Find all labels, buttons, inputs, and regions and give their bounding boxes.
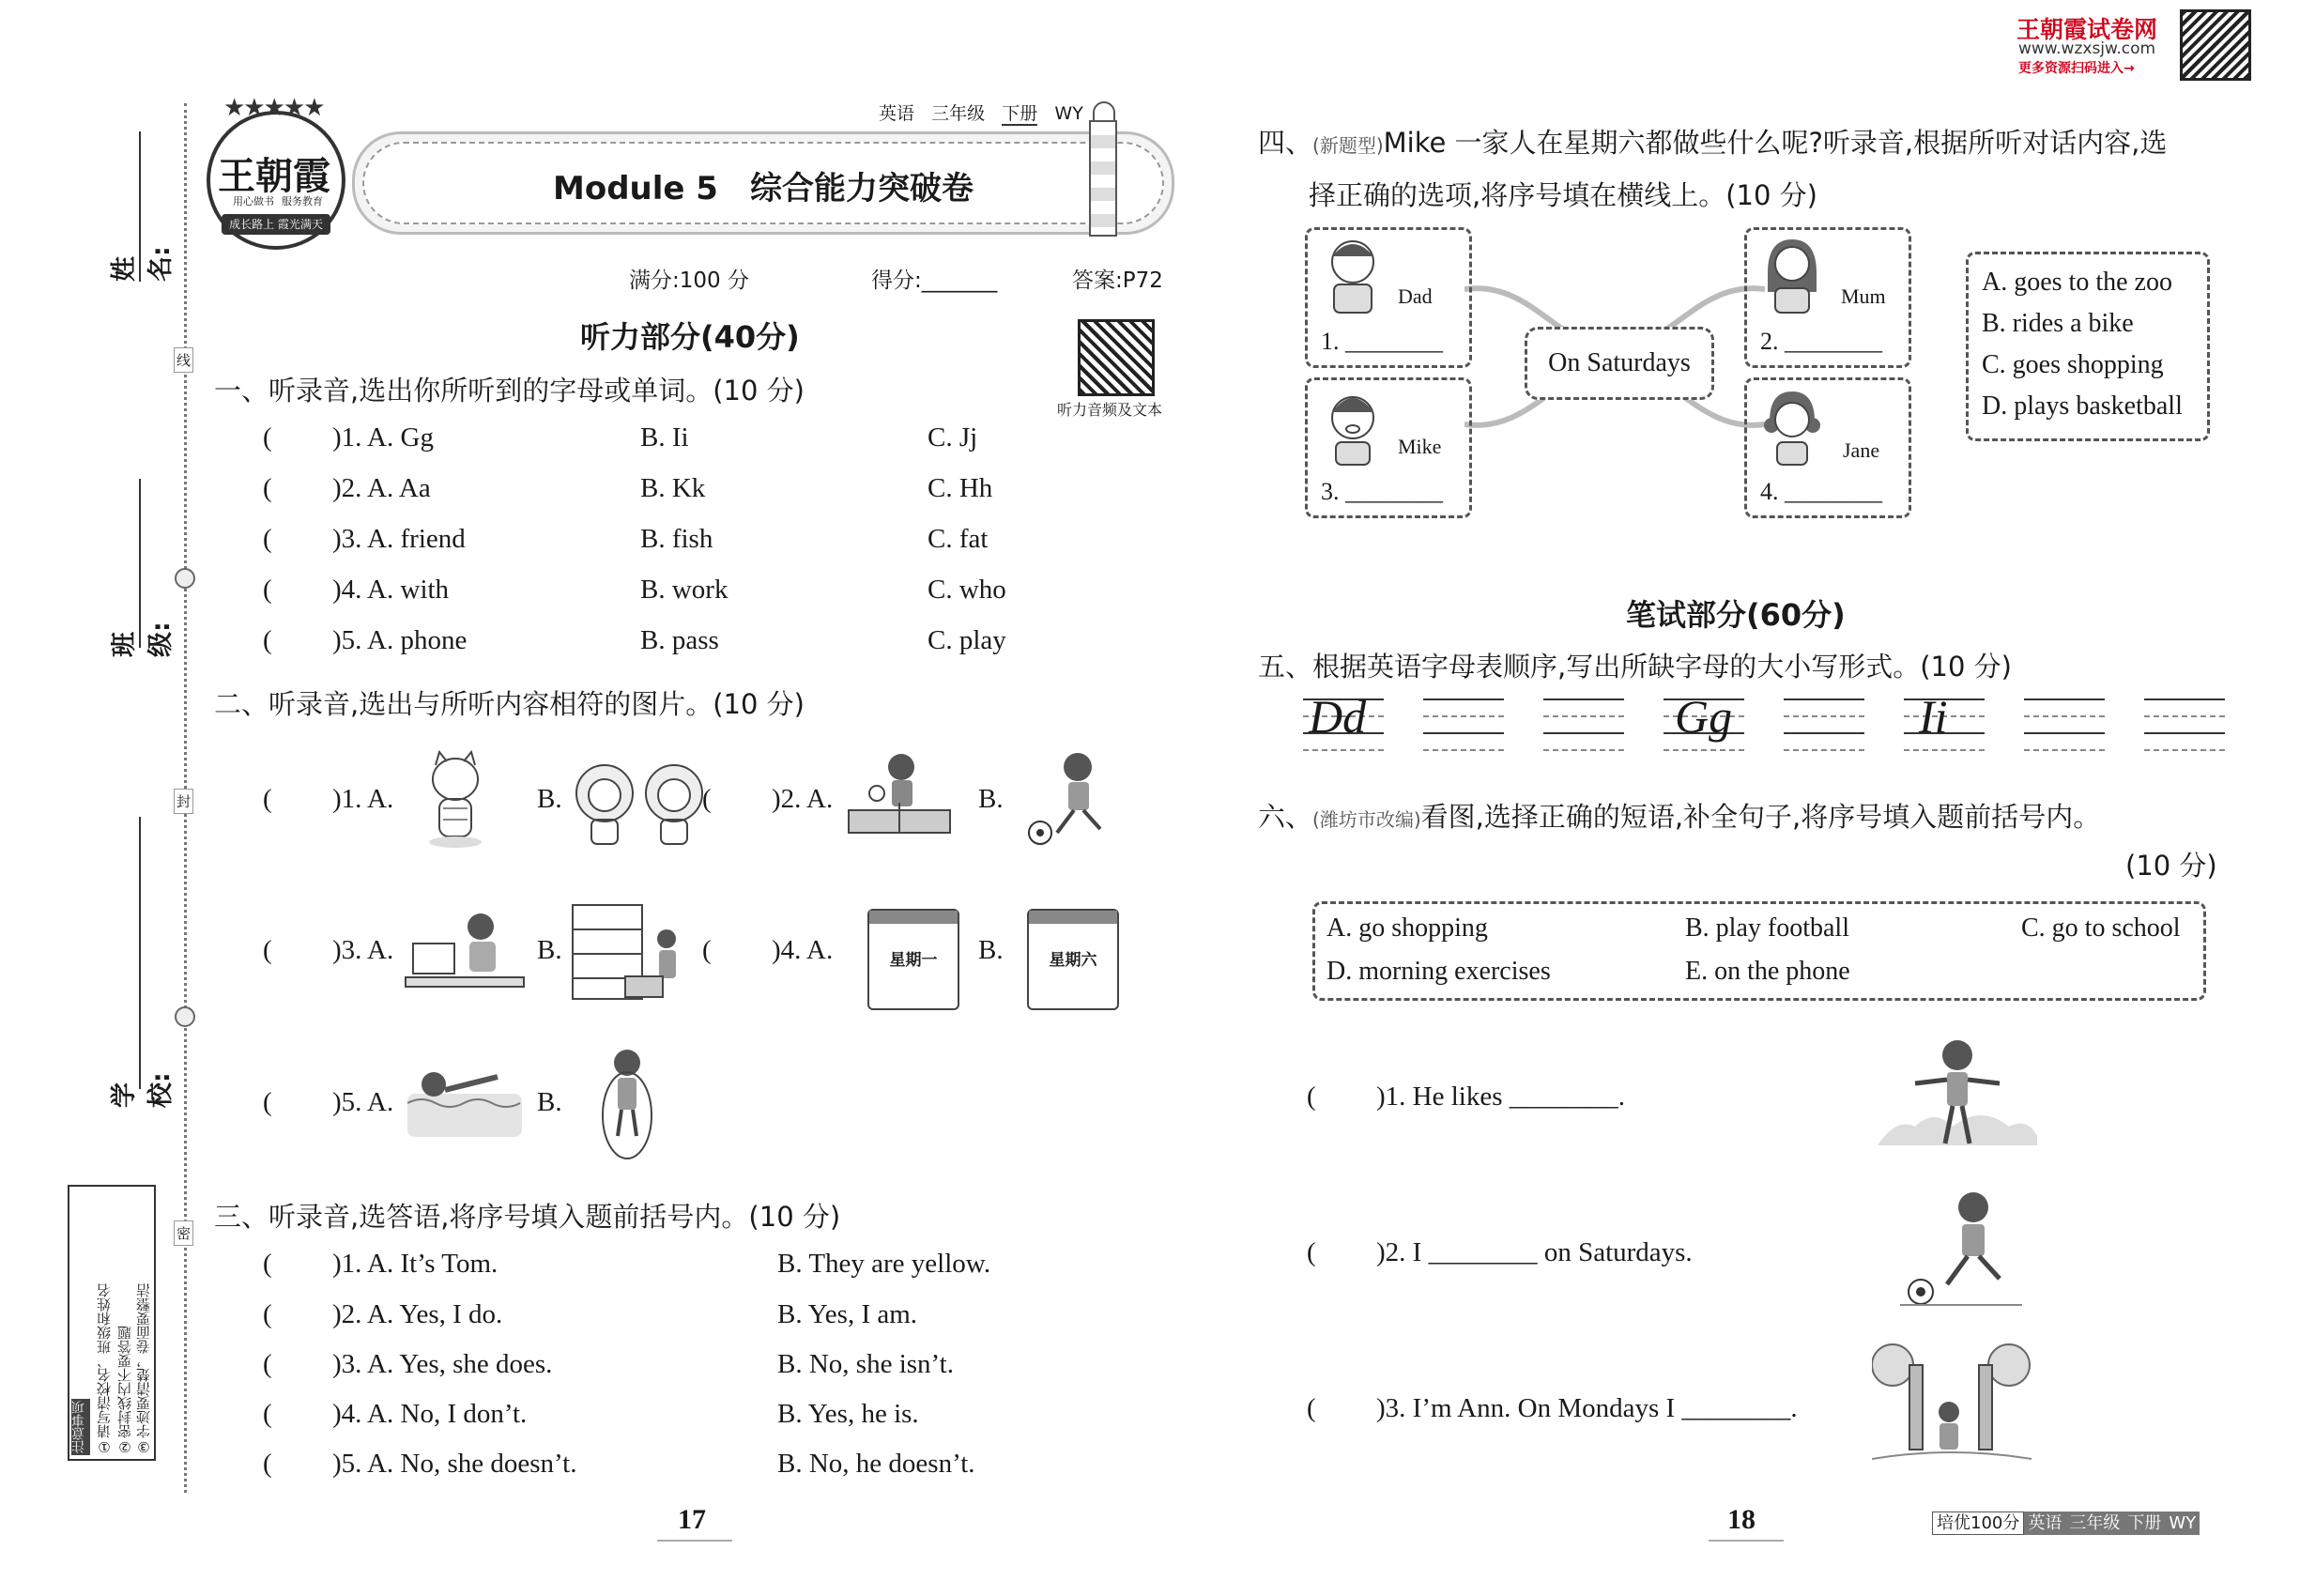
answer-paren[interactable]: ( — [1307, 1082, 1316, 1112]
q6-option-c: C. go to school — [2021, 913, 2181, 943]
q4-card-mum — [1744, 227, 1911, 368]
answer-ref: 答案:P72 — [1072, 269, 1163, 293]
dad-blank[interactable]: 1. ________ — [1321, 328, 1443, 355]
q3-title: 三、听录音,选答语,将序号填入题前括号内。(10 分) — [214, 1201, 841, 1233]
q3-item-3: )3. A. Yes, she does. — [332, 1349, 553, 1379]
header-meta — [879, 100, 1083, 125]
note-3: ③字迹要清楚，卷面要整洁 — [135, 1283, 152, 1455]
logo-sub1: 用心做书 — [233, 195, 274, 207]
shopping-picture[interactable] — [569, 901, 685, 1005]
lions-picture[interactable] — [569, 756, 710, 850]
q2-item-label: )2. A. — [772, 784, 834, 814]
page-number-right: 18 — [1727, 1504, 1756, 1535]
q6-row — [1307, 1393, 1798, 1431]
q4-title-line1: Mike 一家人在星期六都做些什么呢?听录音,根据所听对话内容,选 — [1383, 127, 2168, 159]
answer-paren[interactable]: ( — [263, 625, 272, 655]
q3-row — [263, 1399, 919, 1436]
q3-row — [263, 1249, 991, 1286]
q3-row — [263, 1349, 954, 1387]
football-picture[interactable] — [1020, 746, 1123, 850]
q3-option-b: B. Yes, he is. — [777, 1399, 919, 1429]
answer-paren[interactable]: ( — [263, 1087, 272, 1117]
note-1: ①请写清校名、班级和姓名 — [96, 1283, 113, 1455]
binding-ornament — [175, 568, 195, 589]
writing-line-blank[interactable] — [1784, 698, 1864, 751]
footer-tag — [1932, 1510, 2200, 1534]
footer-grade: 三年级 — [2065, 1512, 2124, 1535]
writing-line-blank[interactable] — [2144, 698, 2225, 751]
binding-strip — [0, 0, 192, 1596]
q1-option-b: B. pass — [640, 625, 719, 655]
q2-option-b: B. — [978, 784, 1004, 814]
q3-row — [263, 1299, 918, 1337]
qr-code-icon — [1078, 319, 1155, 396]
calendar-monday-label: 星期一 — [889, 951, 938, 970]
answer-paren[interactable]: ( — [263, 1399, 272, 1429]
logo — [199, 94, 349, 244]
mum-avatar — [1762, 236, 1822, 315]
answer-paren[interactable]: ( — [263, 1349, 272, 1379]
q2-option-b: B. — [537, 784, 562, 814]
q3-option-b: B. No, he doesn’t. — [777, 1449, 975, 1479]
q3-option-b: B. No, she isn’t. — [777, 1349, 954, 1379]
logo-ribbon: 成长路上 霞光满天 — [222, 214, 330, 235]
q4-card-jane — [1744, 377, 1911, 518]
brand-qr-icon[interactable] — [2180, 9, 2251, 81]
q2-item-label: )3. A. — [332, 935, 394, 965]
q4-prefix: 四、 — [1258, 127, 1313, 159]
score-field[interactable]: 得分:_______ — [871, 269, 998, 293]
dad-avatar — [1323, 236, 1383, 315]
mum-blank[interactable]: 2. ________ — [1760, 328, 1882, 355]
q1-item-4: )4. A. with — [332, 575, 450, 605]
cut-mark-line: 线 — [174, 347, 193, 373]
q3-item-2: )2. A. Yes, I do. — [332, 1299, 503, 1329]
q4-title-line2: 择正确的选项,将序号填在横线上。(10 分) — [1309, 179, 1817, 211]
q1-row — [263, 422, 978, 460]
q2-item-label: )4. A. — [772, 935, 834, 965]
notes-box — [68, 1185, 156, 1461]
brand-tagline: 更多资源扫码进入→ — [2018, 61, 2135, 76]
answer-paren[interactable]: ( — [263, 524, 272, 554]
q4-card-mike — [1305, 377, 1472, 518]
q6-option-b: B. play football — [1685, 913, 1849, 943]
answer-paren[interactable]: ( — [702, 935, 712, 965]
page-ornament — [1709, 1540, 1784, 1542]
q3-option-b: B. Yes, I am. — [777, 1299, 918, 1329]
mike-name: Mike — [1398, 435, 1442, 458]
q4-options-box — [1966, 252, 2210, 441]
answer-paren[interactable]: ( — [1307, 1393, 1316, 1423]
writing-line-blank[interactable] — [2024, 698, 2105, 751]
swimming-picture[interactable] — [404, 1056, 526, 1141]
footer-series: 培优100分 — [1932, 1512, 2024, 1535]
jane-name: Jane — [1843, 438, 1880, 462]
answer-paren[interactable]: ( — [263, 935, 272, 965]
writing-line-blank[interactable] — [1423, 698, 1504, 751]
q6-tag: (潍坊市改编) — [1312, 808, 1421, 831]
qr-caption: 听力音频及文本 — [1057, 403, 1163, 419]
footer-subject: 英语 — [2024, 1512, 2065, 1535]
title-banner — [352, 131, 1174, 235]
q1-option-c: C. fat — [928, 524, 989, 554]
q1-option-b: B. Ii — [640, 422, 689, 453]
binding-ornament — [175, 1006, 195, 1027]
letter-gg: Gg — [1675, 690, 1733, 743]
q2-title: 二、听录音,选出与所听内容相符的图片。(10 分) — [214, 688, 805, 720]
q6-prefix: 六、 — [1258, 801, 1313, 833]
cut-mark-secret: 密 — [174, 1220, 193, 1246]
brand-url: www.wzxsjw.com — [2018, 39, 2156, 58]
q1-item-1: )1. A. Gg — [332, 422, 434, 453]
q1-item-2: )2. A. Aa — [332, 473, 431, 503]
school-blank — [139, 817, 141, 1089]
q6-option-e: E. on the phone — [1685, 957, 1850, 986]
page-title: Module 5 综合能力突破卷 — [553, 170, 974, 207]
q2-option-b: B. — [537, 1087, 562, 1117]
q6-option-a: A. go shopping — [1326, 913, 1488, 943]
name-label: 姓 名: — [110, 231, 176, 282]
letter-dd: Dd — [1309, 690, 1367, 743]
answer-paren[interactable]: ( — [702, 784, 712, 814]
q1-option-b: B. fish — [640, 524, 713, 554]
q2-item-3 — [263, 935, 394, 973]
answer-paren[interactable]: ( — [263, 1249, 272, 1279]
q1-option-b: B. work — [640, 575, 728, 605]
answer-paren[interactable]: ( — [263, 1299, 272, 1329]
q3-option-b: B. They are yellow. — [777, 1249, 991, 1279]
q4-title — [1258, 122, 2167, 161]
q6-item-3: )3. I’m Ann. On Mondays I ________. — [1376, 1393, 1798, 1423]
writing-line-blank[interactable] — [1543, 698, 1624, 751]
go-to-school-picture — [1872, 1337, 2032, 1468]
q1-option-b: B. Kk — [640, 473, 706, 503]
logo-name: 王朝霞 — [218, 155, 330, 198]
answer-paren[interactable]: ( — [1307, 1237, 1316, 1267]
listening-title: 听力部分(40分) — [580, 319, 800, 355]
q1-item-3: )3. A. friend — [332, 524, 466, 554]
q1-title: 一、听录音,选出你所听到的字母或单词。(10 分) — [214, 375, 805, 407]
q4-option-c: C. goes shopping — [1982, 350, 2164, 379]
q3-item-4: )4. A. No, I don’t. — [332, 1399, 528, 1429]
q6-title — [1258, 796, 2100, 835]
q4-option-b: B. rides a bike — [1982, 309, 2134, 338]
q4-card-dad — [1305, 227, 1472, 368]
q1-row — [263, 473, 993, 511]
answer-paren[interactable]: ( — [263, 1449, 272, 1479]
q6-row — [1307, 1082, 1625, 1119]
calendar-saturday-label: 星期六 — [1049, 951, 1097, 970]
calendar-monday-picture[interactable] — [867, 909, 959, 1010]
q4-option-d: D. plays basketball — [1982, 391, 2183, 421]
q2-option-b: B. — [537, 935, 562, 965]
page-ornament — [657, 1540, 732, 1542]
q3-row — [263, 1449, 975, 1486]
morning-exercises-picture — [1878, 1033, 2037, 1155]
meta-volume: 下册 — [1002, 103, 1038, 124]
q2-item-2 — [702, 784, 834, 821]
mike-blank[interactable]: 3. ________ — [1321, 478, 1443, 505]
lighthouse-icon — [1078, 101, 1127, 242]
q1-row — [263, 625, 1006, 663]
footer-volume: 下册 — [2124, 1512, 2165, 1535]
q1-option-c: C. Hh — [928, 473, 993, 503]
meta-subject: 英语 — [879, 103, 915, 124]
answer-paren[interactable]: ( — [263, 784, 272, 814]
q6-row — [1307, 1237, 1693, 1275]
computer-picture[interactable] — [404, 906, 526, 1000]
answer-paren[interactable]: ( — [263, 473, 272, 503]
logo-stars: ★★★★★ — [223, 94, 324, 121]
q2-item-5 — [263, 1087, 394, 1125]
q1-item-5: )5. A. phone — [332, 625, 468, 655]
q2-item-1 — [263, 784, 394, 821]
q2-item-label: )1. A. — [332, 784, 394, 814]
q4-option-a: A. goes to the zoo — [1982, 268, 2172, 297]
brand-name: 王朝霞试卷网 — [2016, 16, 2158, 43]
name-blank — [139, 131, 141, 282]
meta-grade: 三年级 — [931, 103, 986, 124]
footer-edition: WY — [2165, 1512, 2200, 1535]
q4-tag: (新题型) — [1312, 134, 1384, 157]
dad-name: Dad — [1398, 284, 1433, 308]
q4-center-node — [1525, 327, 1714, 400]
q6-option-d: D. morning exercises — [1326, 957, 1551, 986]
mum-name: Mum — [1841, 284, 1886, 308]
school-label: 学 校: — [110, 1057, 176, 1108]
notes-title: 注意事项 — [71, 1399, 90, 1455]
q6-score: (10 分) — [2125, 850, 2217, 882]
answer-paren[interactable]: ( — [263, 422, 272, 453]
q2-item-4 — [702, 935, 834, 973]
calendar-saturday-picture[interactable] — [1027, 909, 1119, 1010]
q5-title: 五、根据英语字母表顺序,写出所缺字母的大小写形式。(10 分) — [1258, 651, 2012, 683]
meta-edition: WY — [1054, 103, 1083, 124]
q3-item-1: )1. A. It’s Tom. — [332, 1249, 498, 1279]
table-tennis-picture[interactable] — [843, 746, 956, 850]
q1-row — [263, 575, 1006, 612]
jane-avatar — [1762, 388, 1822, 467]
q6-options-box — [1312, 901, 2206, 1001]
jane-blank[interactable]: 4. ________ — [1760, 478, 1882, 505]
class-blank — [139, 479, 141, 648]
q3-item-5: )5. A. No, she doesn’t. — [332, 1449, 577, 1479]
letter-ii: Ii — [1919, 690, 1948, 743]
note-2: ②密封线内不要答题 — [116, 1326, 133, 1455]
mike-avatar — [1323, 388, 1383, 467]
tiger-picture[interactable] — [422, 746, 488, 850]
q1-option-c: C. Jj — [928, 422, 978, 453]
play-football-picture — [1900, 1187, 2022, 1309]
full-score: 满分:100 分 — [629, 269, 749, 293]
q6-item-2: )2. I ________ on Saturdays. — [1376, 1237, 1693, 1267]
q2-option-b: B. — [978, 935, 1004, 965]
q1-option-c: C. who — [928, 575, 1006, 605]
q4-center-label: On Saturdays — [1548, 348, 1691, 377]
q6-title-text: 看图,选择正确的短语,补全句子,将序号填入题前括号内。 — [1420, 801, 2101, 833]
q1-row — [263, 524, 989, 561]
writing-title: 笔试部分(60分) — [1626, 597, 1846, 633]
answer-paren[interactable]: ( — [263, 575, 272, 605]
class-label: 班 级: — [110, 606, 176, 657]
page-number-left: 17 — [678, 1504, 706, 1535]
logo-sub2: 服务教育 — [282, 195, 323, 207]
q6-item-1: )1. He likes ________. — [1376, 1082, 1625, 1112]
cut-mark-seal: 封 — [174, 789, 193, 814]
q1-option-c: C. play — [928, 625, 1006, 655]
skipping-picture[interactable] — [590, 1042, 665, 1164]
q2-item-label: )5. A. — [332, 1087, 394, 1117]
